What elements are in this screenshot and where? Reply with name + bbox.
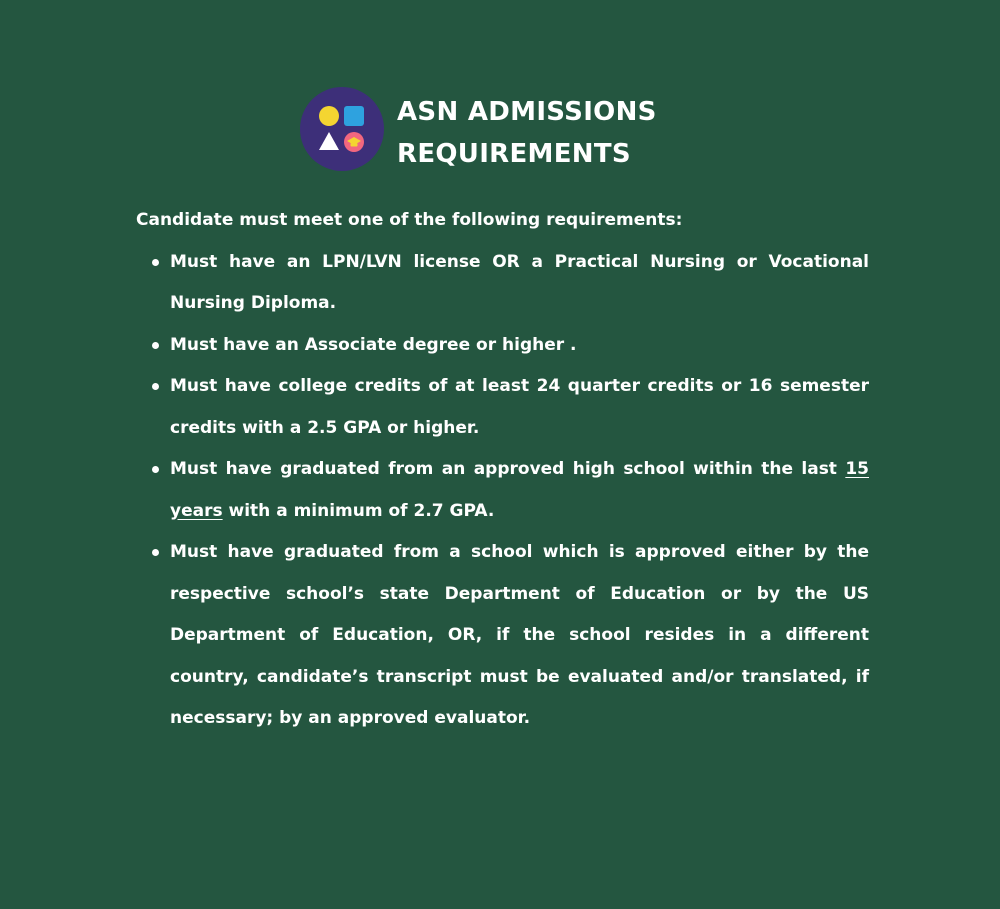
graduation-cap-base: [351, 143, 358, 147]
requirement-item-high-school: [136, 449, 869, 532]
requirement-text: Must have an Associate degree or higher .: [170, 334, 577, 355]
page-title: [397, 91, 657, 175]
bullet-icon: [152, 259, 159, 266]
requirements-section: [136, 200, 869, 740]
intro-text: Candidate must meet one of the following requirements:: [136, 210, 683, 230]
bullet-icon: [152, 466, 159, 473]
shapes-graduation-cap-icon: [300, 87, 384, 171]
requirement-text-after: with a minimum of 2.7 GPA.: [222, 500, 495, 521]
badge-circle: [300, 87, 384, 171]
requirements-list: [136, 242, 869, 740]
requirement-item-lpn-license: [136, 242, 869, 325]
underlined-years: 15 years: [170, 459, 869, 521]
yellow-circle-shape: [319, 106, 339, 126]
requirement-text: Must have college credits of at least 24 quarter credits or 16 semester credits with a 2.5 GPA or higher.: [170, 376, 869, 438]
requirement-item-school-approval: [136, 532, 869, 740]
blue-square-shape: [344, 106, 364, 126]
requirement-text: Must have graduated from a school which is approved either by the respective school’s state Department of Education or by the US Department of Education, OR, if the school resides in a different country, candidate’s transcript must be evaluated and/or translated, if necessary; by an approved evaluator.: [170, 542, 869, 728]
requirement-item-college-credits: [136, 366, 869, 449]
bullet-icon: [152, 383, 159, 390]
title-line-2: REQUIREMENTS: [397, 139, 631, 169]
title-line-1: ASN ADMISSIONS: [397, 97, 657, 127]
bullet-icon: [152, 549, 159, 556]
bullet-icon: [152, 342, 159, 349]
requirement-text-before: Must have graduated from an approved high school within the last: [170, 459, 846, 479]
header: [300, 87, 720, 173]
requirement-text: Must have an LPN/LVN license OR a Practical Nursing or Vocational Nursing Diploma.: [170, 251, 869, 313]
requirement-item-associate-degree: [136, 325, 869, 367]
